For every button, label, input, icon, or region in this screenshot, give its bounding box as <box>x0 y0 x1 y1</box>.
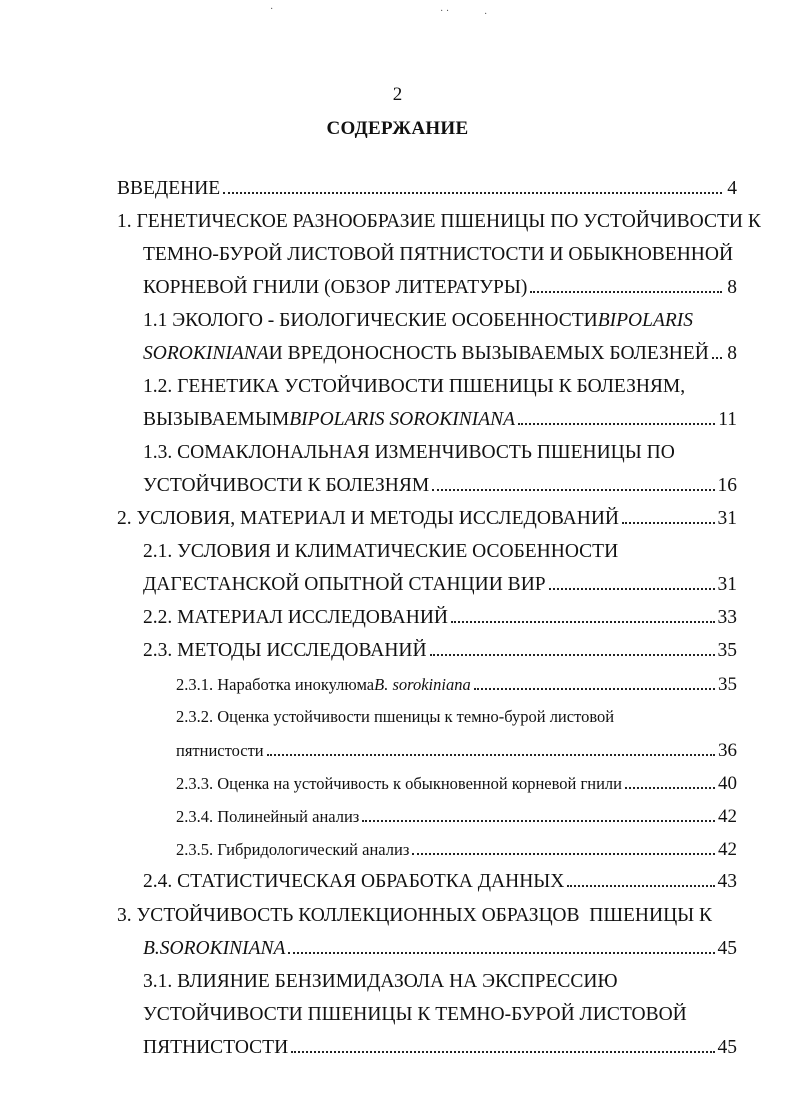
toc-entry-3-1-line3[interactable] <box>143 1037 737 1059</box>
scan-speck: · · <box>440 6 450 17</box>
toc-entry-italic: B.SOROKINIANA <box>143 938 286 959</box>
toc-entry-2-3-2-line1[interactable] <box>176 707 614 727</box>
toc-entry-text: УСТОЙЧИВОСТИ ПШЕНИЦЫ К ТЕМНО-БУРОЙ ЛИСТОВОЙ <box>143 1004 687 1025</box>
toc-entry-text: 2.3.3. Оценка на устойчивость к обыкновенной корневой гнили <box>176 774 622 793</box>
dot-leader <box>622 522 714 524</box>
toc-entry-1-1-line2[interactable] <box>143 343 737 365</box>
toc-entry-text: 2.2. МАТЕРИАЛ ИССЛЕДОВАНИЙ <box>143 607 449 628</box>
toc-entry-page: 40 <box>718 773 737 794</box>
toc-entry-text: 1.3. СОМАКЛОНАЛЬНАЯ ИЗМЕНЧИВОСТЬ ПШЕНИЦЫ ПО <box>143 442 675 463</box>
toc-entry-2-3-5[interactable] <box>176 839 737 861</box>
toc-entry-ch2[interactable] <box>117 508 737 530</box>
dot-leader <box>412 853 715 855</box>
toc-entry-page: 45 <box>717 1037 737 1058</box>
toc-entry-1-1-line1[interactable] <box>143 310 693 332</box>
toc-entry-text: ПЯТНИСТОСТИ <box>143 1037 289 1058</box>
dot-leader <box>267 754 715 756</box>
toc-entry-page: 16 <box>717 475 737 496</box>
toc-entry-ch3-line2[interactable] <box>143 938 737 960</box>
toc-entry-page: 31 <box>717 508 737 529</box>
toc-entry-2-2[interactable] <box>143 607 737 629</box>
dot-leader <box>432 489 714 491</box>
toc-entry-text: 1.1 ЭКОЛОГО - БИОЛОГИЧЕСКИЕ ОСОБЕННОСТИ <box>143 310 598 331</box>
toc-entry-text: 2.1. УСЛОВИЯ И КЛИМАТИЧЕСКИЕ ОСОБЕННОСТИ <box>143 541 619 562</box>
toc-entry-text: 3.1. ВЛИЯНИЕ БЕНЗИМИДАЗОЛА НА ЭКСПРЕССИЮ <box>143 971 618 992</box>
toc-entry-page: 4 <box>727 178 737 199</box>
toc-entry-page: 35 <box>717 640 737 661</box>
toc-entry-page: 11 <box>718 409 737 430</box>
dot-leader <box>474 688 715 690</box>
toc-entry-text: пятнистости <box>176 741 264 760</box>
toc-entry-text: 1.2. ГЕНЕТИКА УСТОЙЧИВОСТИ ПШЕНИЦЫ К БОЛЕЗНЯМ, <box>143 376 686 397</box>
dot-leader <box>530 291 722 293</box>
scan-speck: · <box>270 4 274 15</box>
toc-entry-2-3-2-line2[interactable] <box>176 740 737 762</box>
dot-leader <box>567 885 714 887</box>
toc-entry-1-2-line1[interactable] <box>143 376 685 398</box>
toc-entry-page: 42 <box>718 806 737 827</box>
toc-entry-text: 2.3. МЕТОДЫ ИССЛЕДОВАНИЙ <box>143 640 427 661</box>
toc-entry-intro[interactable] <box>117 178 737 200</box>
toc-entry-2-1-line2[interactable] <box>143 574 737 596</box>
toc-entry-1-3-line2[interactable] <box>143 475 737 497</box>
toc-entry-text: ДАГЕСТАНСКОЙ ОПЫТНОЙ СТАНЦИИ ВИР <box>143 574 546 595</box>
toc-entry-text: 2.3.4. Полинейный анализ <box>176 807 360 826</box>
toc-entry-text: КОРНЕВОЙ ГНИЛИ (ОБЗОР ЛИТЕРАТУРЫ) <box>143 277 528 298</box>
toc-entry-text: УСТОЙЧИВОСТИ К БОЛЕЗНЯМ <box>143 475 430 496</box>
toc-entry-page: 35 <box>718 674 737 695</box>
toc-entry-page: 33 <box>717 607 737 628</box>
toc-entry-italic: B. sorokiniana <box>374 675 471 694</box>
dot-leader <box>518 423 715 425</box>
dot-leader <box>625 787 715 789</box>
toc-entry-text: 2.3.5. Гибридологический анализ <box>176 840 410 859</box>
dot-leader <box>288 952 714 954</box>
toc-entry-2-4[interactable] <box>143 871 737 893</box>
toc-entry-text: 2.3.2. Оценка устойчивости пшеницы к темно-бурой листовой <box>176 707 615 726</box>
toc-entry-page: 8 <box>727 343 737 364</box>
toc-entry-page: 45 <box>717 938 737 959</box>
toc-entry-italic: BIPOLARIS SOROKINIANA <box>289 409 516 430</box>
toc-entry-text: ВЫЗЫВАЕМЫМ <box>143 409 290 430</box>
toc-entry-page: 42 <box>718 839 737 860</box>
toc-entry-1-2-line2[interactable] <box>143 409 737 431</box>
toc-entry-page: 31 <box>717 574 737 595</box>
toc-entry-text: 3. УСТОЙЧИВОСТЬ КОЛЛЕКЦИОННЫХ ОБРАЗЦОВ ПШЕНИЦЫ К <box>117 905 713 926</box>
toc-entry-text: ТЕМНО-БУРОЙ ЛИСТОВОЙ ПЯТНИСТОСТИ И ОБЫКНОВЕННОЙ <box>143 244 734 265</box>
toc-entry-ch1-line3[interactable] <box>143 277 737 299</box>
toc-entry-page: 36 <box>718 740 737 761</box>
toc-entry-text: 2. УСЛОВИЯ, МАТЕРИАЛ И МЕТОДЫ ИССЛЕДОВАНИЙ <box>117 508 620 529</box>
toc-entry-text: 2.4. СТАТИСТИЧЕСКАЯ ОБРАБОТКА ДАННЫХ <box>143 871 565 892</box>
dot-leader <box>430 654 715 656</box>
toc-entry-italic: SOROKINIANA <box>143 343 269 364</box>
toc-entry-text: 1. ГЕНЕТИЧЕСКОЕ РАЗНООБРАЗИЕ ПШЕНИЦЫ ПО УСТОЙЧИВОСТИ К <box>117 211 761 232</box>
toc-entry-text: 2.3.1. Наработка инокулюма <box>176 675 375 694</box>
toc-entry-page: 43 <box>717 871 737 892</box>
scan-speck: · <box>484 9 488 20</box>
dot-leader <box>712 357 722 359</box>
toc-entry-2-3-1[interactable] <box>176 674 737 696</box>
toc-entry-ch1-line1[interactable] <box>117 211 761 233</box>
toc-entry-text: ВВЕДЕНИЕ <box>117 178 221 199</box>
page-title: СОДЕРЖАНИЕ <box>326 118 469 139</box>
toc-entry-2-3[interactable] <box>143 640 737 662</box>
toc-entry-2-1-line1[interactable] <box>143 541 618 563</box>
dot-leader <box>223 192 722 194</box>
toc-entry-2-3-3[interactable] <box>176 773 737 795</box>
toc-entry-3-1-line2[interactable] <box>143 1004 687 1026</box>
page-number: 2 <box>392 84 403 105</box>
dot-leader <box>362 820 715 822</box>
toc-entry-text: И ВРЕДОНОСНОСТЬ ВЫЗЫВАЕМЫХ БОЛЕЗНЕЙ <box>268 343 709 364</box>
toc-entry-2-3-4[interactable] <box>176 806 737 828</box>
toc-entry-italic: BIPOLARIS <box>597 310 694 331</box>
toc-entry-ch3-line1[interactable] <box>117 905 712 927</box>
toc-entry-page: 8 <box>727 277 737 298</box>
toc-entry-1-3-line1[interactable] <box>143 442 675 464</box>
dot-leader <box>291 1051 714 1053</box>
toc-entry-ch1-line2[interactable] <box>143 244 733 266</box>
dot-leader <box>549 588 715 590</box>
toc-entry-3-1-line1[interactable] <box>143 971 618 993</box>
dot-leader <box>451 621 714 623</box>
